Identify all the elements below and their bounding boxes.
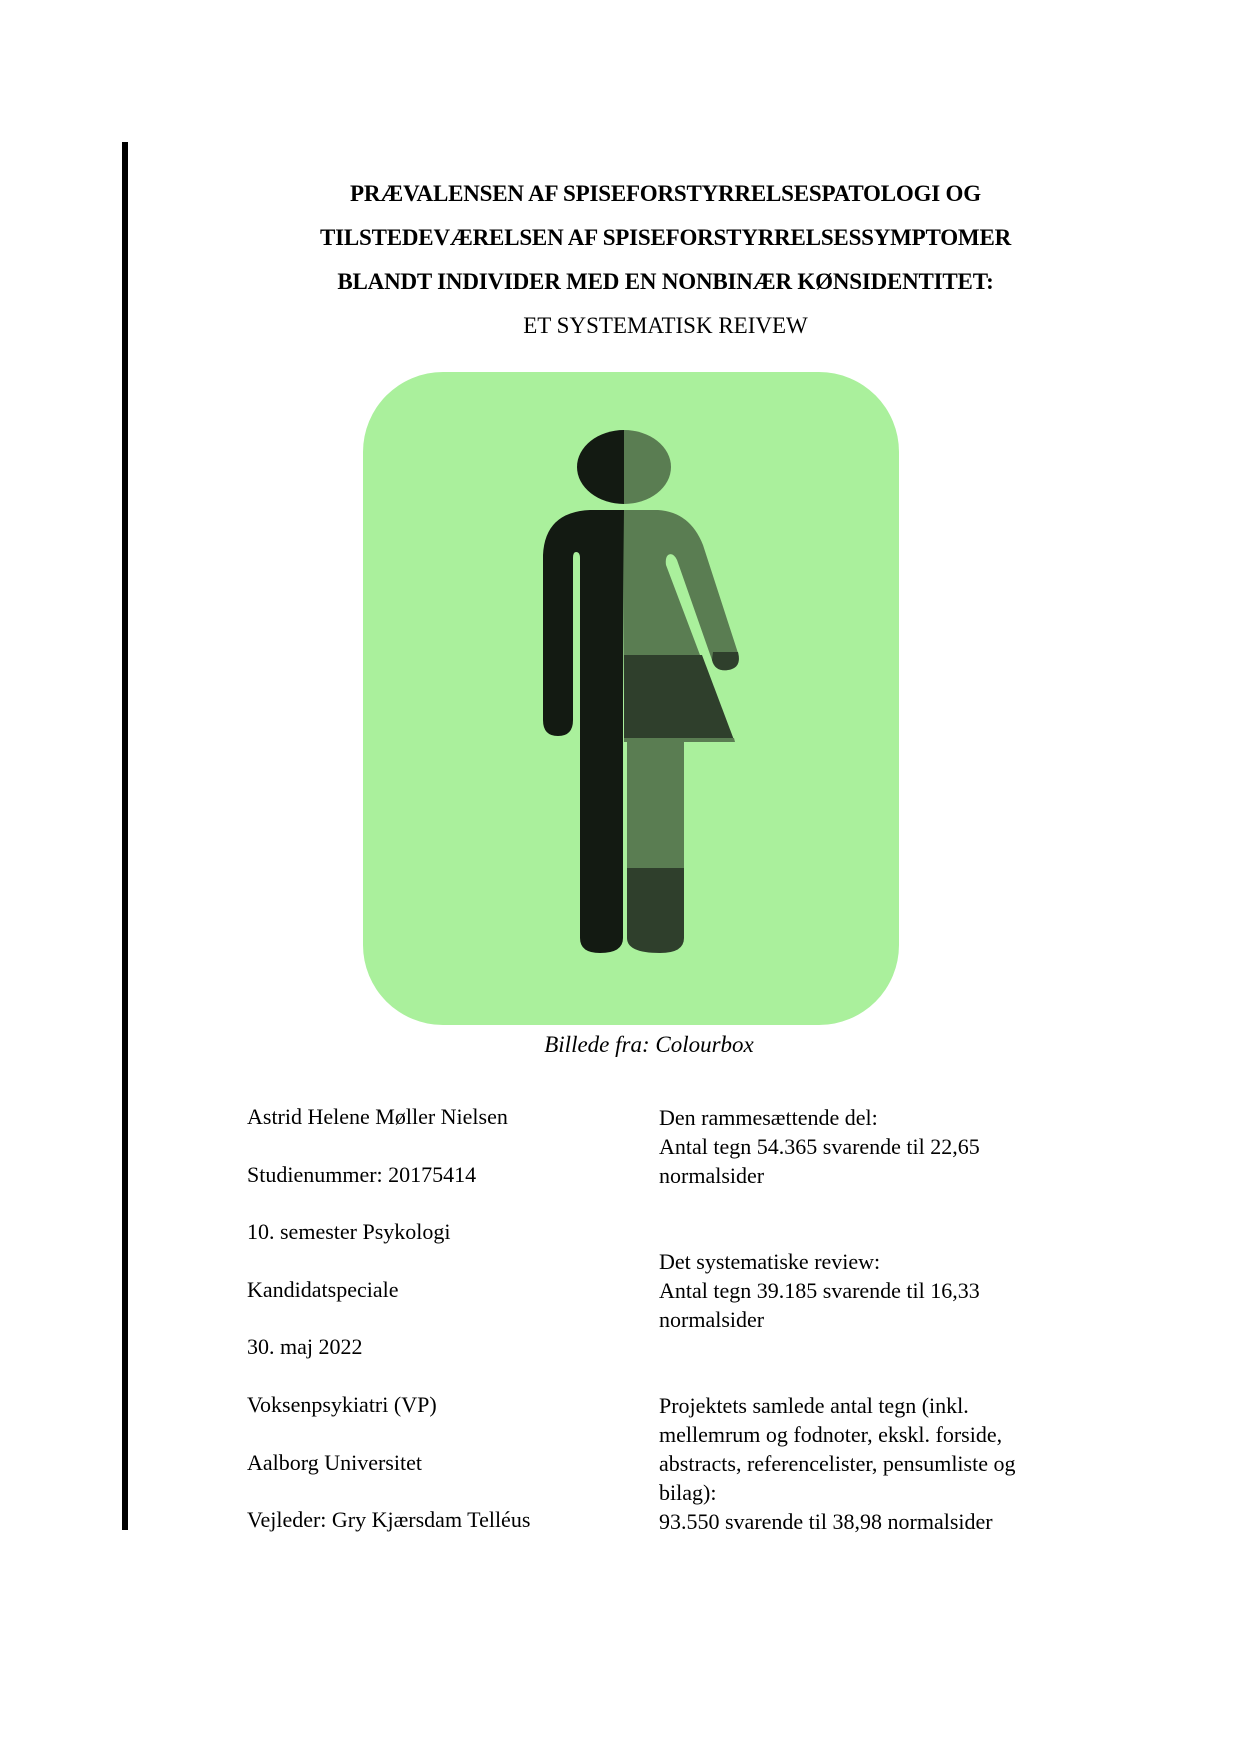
author-name: Astrid Helene Møller Nielsen	[247, 1104, 508, 1129]
student-number: Studienummer: 20175414	[247, 1161, 477, 1187]
cover-illustration	[363, 372, 899, 1025]
image-caption: Billede fra: Colourbox	[544, 1032, 754, 1057]
total-line-2: mellemrum og fodnoter, ekskl. forside,	[659, 1422, 1003, 1447]
author-info	[247, 1103, 627, 1564]
subtitle: ET SYSTEMATISK REIVEW	[523, 313, 808, 338]
nonbinary-person-icon	[363, 372, 899, 1025]
date: 30. maj 2022	[247, 1334, 363, 1360]
title-line-3: BLANDT INDIVIDER MED EN NONBINÆR KØNSIDENTITET:	[337, 269, 994, 294]
title-line-1: PRÆVALENSEN AF SPISEFORSTYRRELSESPATOLOGI OG	[350, 181, 981, 206]
thesis-type: Kandidatspeciale	[247, 1276, 399, 1302]
total-count	[659, 1391, 1015, 1536]
total-line-3: abstracts, referencelister, pensumliste og	[659, 1451, 1016, 1476]
title-line-2: TILSTEDEVÆRELSEN AF SPISEFORSTYRRELSESSYMPTOMER	[319, 225, 1011, 250]
systematic-review-count	[659, 1247, 980, 1334]
framing-part-line-1: Antal tegn 54.365 svarende til 22,65	[659, 1134, 980, 1159]
department: Voksenpsykiatri (VP)	[247, 1391, 437, 1417]
total-line-1: Projektets samlede antal tegn (inkl.	[659, 1393, 969, 1418]
review-heading: Det systematiske review:	[659, 1249, 881, 1274]
title-block	[130, 172, 1201, 348]
margin-bar	[122, 142, 128, 1530]
total-line-4: bilag):	[659, 1480, 717, 1505]
semester: 10. semester Psykologi	[247, 1219, 451, 1245]
framing-part-count	[659, 1103, 980, 1190]
supervisor: Vejleder: Gry Kjærsdam Telléus	[247, 1507, 531, 1533]
total-line-5: 93.550 svarende til 38,98 normalsider	[659, 1509, 993, 1534]
framing-part-line-2: normalsider	[659, 1163, 765, 1188]
review-line-2: normalsider	[659, 1307, 765, 1332]
university: Aalborg Universitet	[247, 1449, 422, 1475]
framing-part-heading: Den rammesættende del:	[659, 1105, 878, 1130]
review-line-1: Antal tegn 39.185 svarende til 16,33	[659, 1278, 980, 1303]
